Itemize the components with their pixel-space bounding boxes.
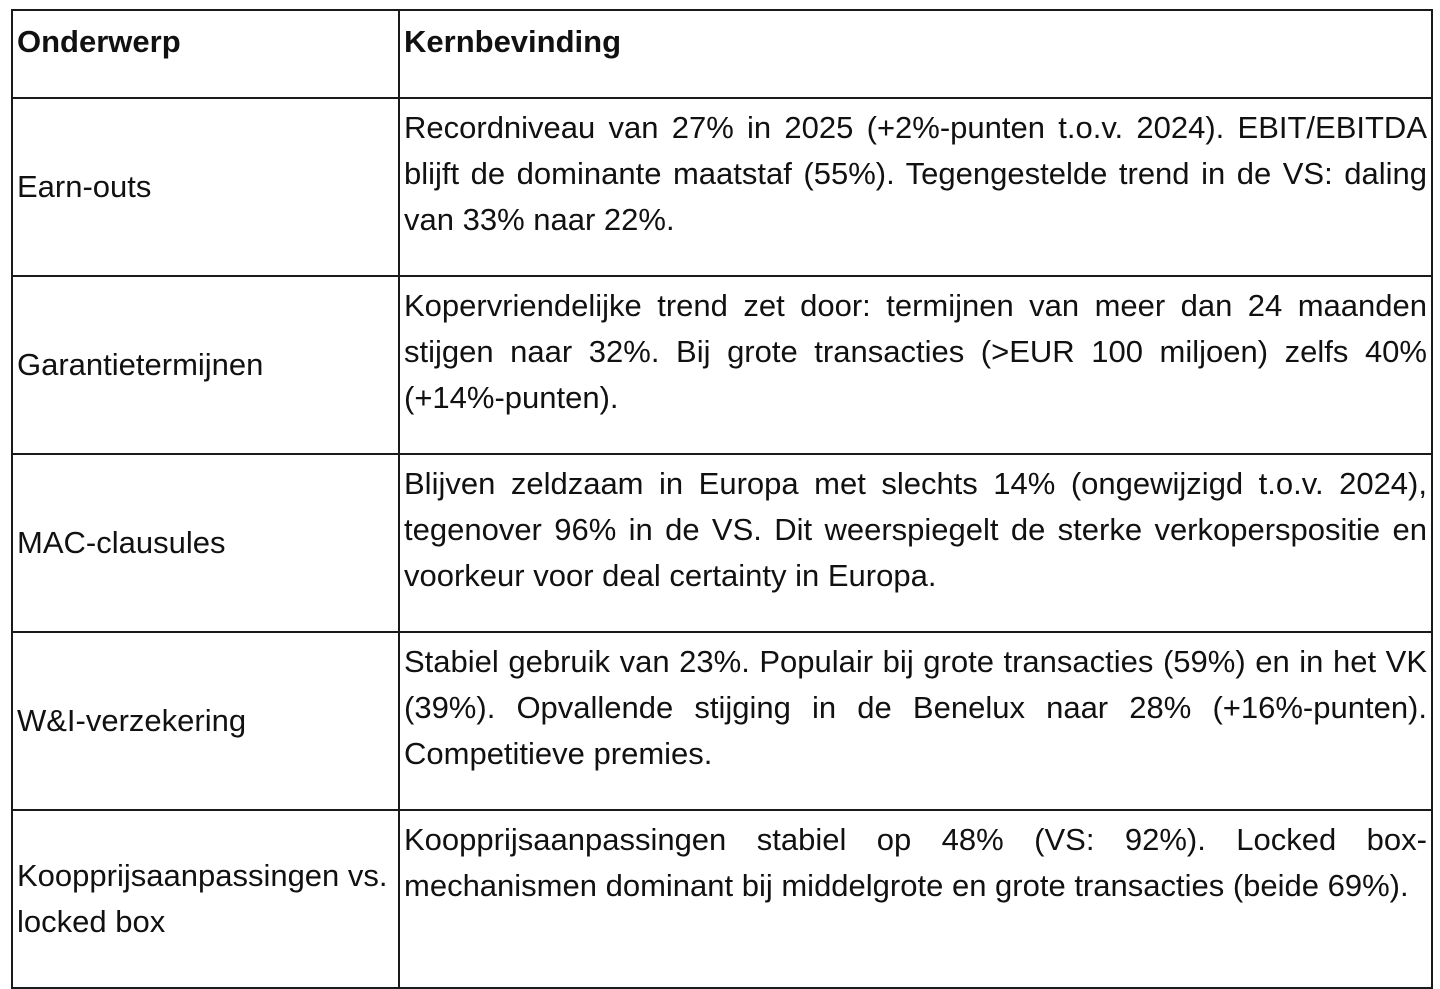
table-row [12,810,1432,988]
finding-cell: Recordniveau van 27% in 2025 (+2%-punten t.o.v. 2024). EBIT/EBITDA blijft de dominante maatstaf (55%). Tegengestelde trend in de VS: daling van 33% naar 22%. [399,98,1432,276]
topic-koopprijsaanpassingen: Koopprijsaanpassingen vs. locked box [17,858,388,939]
finding-cell: Koopprijsaanpassingen stabiel op 48% (VS: 92%). Locked box-mechanismen dominant bij middelgrote en grote transacties (beide 69%). [399,810,1432,988]
table-row [12,454,1432,632]
topic-wi-verzekering: W&I-verzekering [17,703,247,738]
topic-cell [12,632,399,810]
topic-cell [12,810,399,988]
header-topic: Onderwerp [12,10,399,98]
topic-cell [12,98,399,276]
header-finding: Kernbevinding [399,10,1432,98]
topic-cell [12,454,399,632]
table-header-row [12,10,1432,98]
findings-table [11,9,1433,989]
finding-cell: Stabiel gebruik van 23%. Populair bij grote transacties (59%) en in het VK (39%). Opvallende stijging in de Benelux naar 28% (+16%-punten). Competitieve premies. [399,632,1432,810]
finding-cell: Kopervriendelijke trend zet door: termijnen van meer dan 24 maanden stijgen naar 32%. Bij grote transacties (>EUR 100 miljoen) zelfs 40% (+14%-punten). [399,276,1432,454]
finding-cell: Blijven zeldzaam in Europa met slechts 14% (ongewijzigd t.o.v. 2024), tegenover 96% in de VS. Dit weerspiegelt de sterke verkoperspositie en voorkeur voor deal certainty in Europa. [399,454,1432,632]
topic-mac-clausules: MAC-clausules [17,525,226,560]
topic-garantietermijnen: Garantietermijnen [17,347,264,382]
table-row [12,276,1432,454]
table-row [12,632,1432,810]
topic-cell [12,276,399,454]
table-row [12,98,1432,276]
topic-earn-outs: Earn-outs [17,169,152,204]
